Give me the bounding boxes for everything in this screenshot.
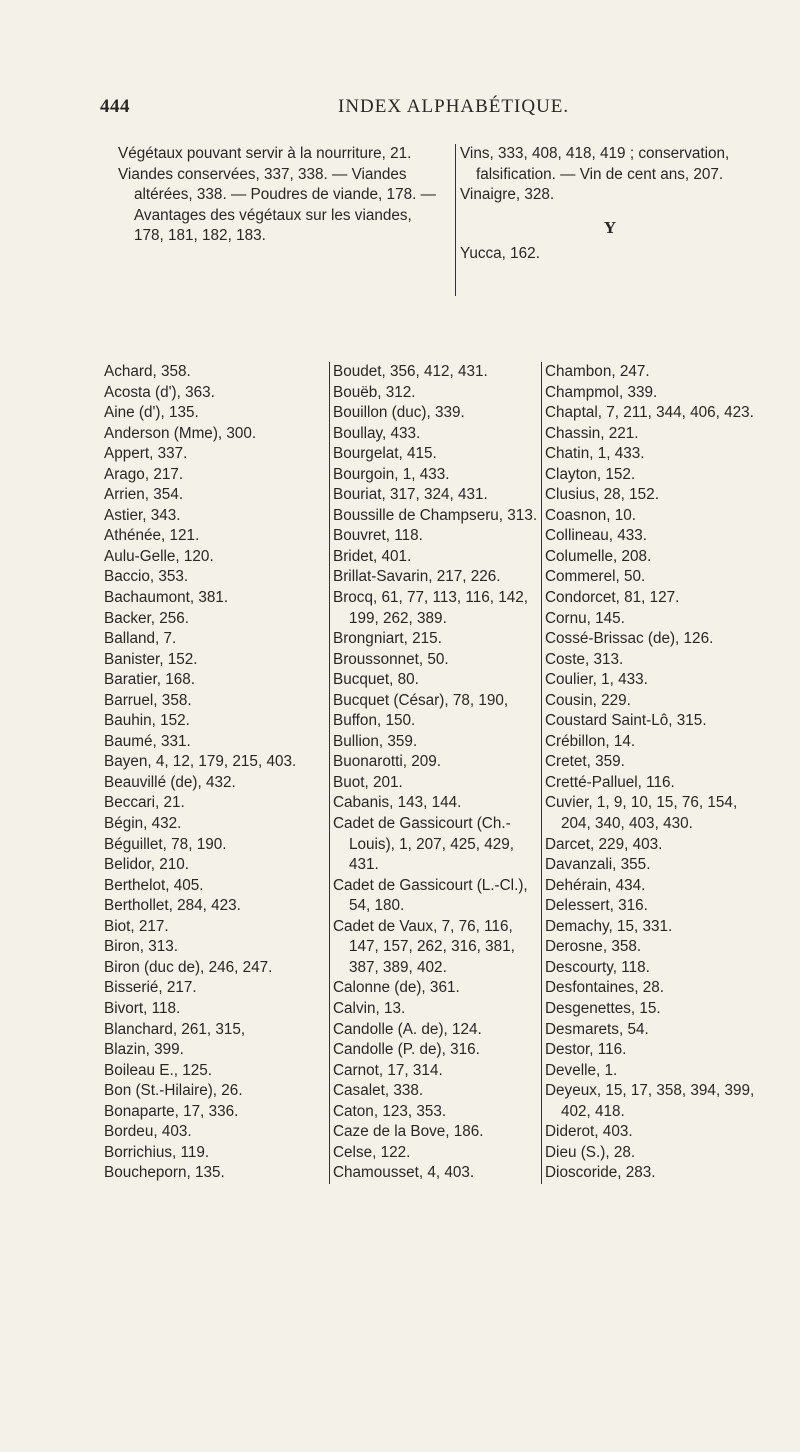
index-entry: Collineau, 433.: [545, 527, 648, 545]
index-entry: Biot, 217.: [104, 917, 169, 935]
index-entry: Chassin, 221.: [545, 424, 639, 442]
index-entry: Delessert, 316.: [545, 897, 648, 915]
index-entry: Brillat-Savarin, 217, 226.: [333, 568, 501, 586]
index-entry: Deyeux, 15, 17, 358, 394, 399, 402, 418.: [545, 1082, 755, 1120]
index-entry: Cadet de Gassicourt (Ch.-Louis), 1, 207, 425, 429, 431.: [333, 815, 514, 874]
top-left-column: [118, 144, 444, 247]
index-entry: Blazin, 399.: [104, 1041, 184, 1059]
index-entry: Bauhin, 152.: [104, 712, 190, 730]
index-entry: Vins, 333, 408, 418, 419 ; conservation, falsification. — Vin de cent ans, 207.: [460, 145, 730, 183]
index-entry: Anderson (Mme), 300.: [104, 424, 257, 442]
index-entry: Astier, 343.: [104, 506, 181, 524]
index-entry: Coulier, 1, 433.: [545, 671, 648, 689]
index-entry: Chaptal, 7, 211, 344, 406, 423.: [545, 404, 754, 422]
index-entry: Chamousset, 4, 403.: [333, 1164, 475, 1182]
top-right-column: [455, 144, 760, 296]
index-entry: Boussille de Champseru, 313.: [333, 506, 538, 524]
index-entry: Berthelot, 405.: [104, 876, 204, 894]
index-entry: Belidor, 210.: [104, 856, 190, 874]
index-entry: Cadet de Vaux, 7, 76, 116, 147, 157, 262, 316, 381, 387, 389, 402.: [333, 917, 515, 976]
index-entry: Chatin, 1, 433.: [545, 445, 645, 463]
index-entry: Athénée, 121.: [104, 527, 200, 545]
index-entry: Bourgoin, 1, 433.: [333, 465, 450, 483]
running-head: INDEX ALPHABÉTIQUE.: [338, 96, 570, 117]
index-entry: Desmarets, 54.: [545, 1020, 649, 1038]
index-entry: Buonarotti, 209.: [333, 753, 442, 771]
index-entry: Aine (d'), 135.: [104, 404, 199, 422]
index-entry: Caze de la Bove, 186.: [333, 1123, 484, 1141]
index-entry: Darcet, 229, 403.: [545, 835, 663, 853]
index-entry: Broussonnet, 50.: [333, 650, 449, 668]
index-entry: Bucquet, 80.: [333, 671, 419, 689]
index-entry: Bayen, 4, 12, 179, 215, 403.: [104, 753, 297, 771]
index-entry: Bisserié, 217.: [104, 979, 197, 997]
index-column-2: [329, 362, 542, 1184]
index-entry: Baumé, 331.: [104, 732, 191, 750]
index-entry: Yucca, 162.: [460, 245, 540, 263]
index-entry: Caton, 123, 353.: [333, 1102, 447, 1120]
index-entry: Buot, 201.: [333, 773, 403, 791]
index-entry: Celse, 122.: [333, 1143, 411, 1161]
index-entry: Bouillon (duc), 339.: [333, 404, 465, 422]
page-number: 444: [100, 96, 130, 117]
index-entry: Descourty, 118.: [545, 958, 650, 976]
index-entry: Calvin, 13.: [333, 999, 406, 1017]
index-entry: Coste, 313.: [545, 650, 624, 668]
index-entry: Develle, 1.: [545, 1061, 618, 1079]
index-entry: Achard, 358.: [104, 363, 191, 380]
index-entry: Bourgelat, 415.: [333, 445, 437, 463]
index-entry: Boudet, 356, 412, 431.: [333, 363, 488, 380]
index-entry: Bouëb, 312.: [333, 383, 416, 401]
index-entry: Commerel, 50.: [545, 568, 646, 586]
index-column-3: [541, 362, 770, 1184]
index-entry: Vinaigre, 328.: [460, 186, 555, 204]
index-entry: Davanzali, 355.: [545, 856, 651, 874]
index-entry: Cornu, 145.: [545, 609, 625, 627]
index-entry: Calonne (de), 361.: [333, 979, 460, 997]
index-entry: Appert, 337.: [104, 445, 188, 463]
index-entry: Dehérain, 434.: [545, 876, 646, 894]
index-entry: Candolle (A. de), 124.: [333, 1020, 482, 1038]
index-entry: Desfontaines, 28.: [545, 979, 665, 997]
index-entry: Baratier, 168.: [104, 671, 195, 689]
index-entry: Bullion, 359.: [333, 732, 418, 750]
index-entry: Bouvret, 118.: [333, 527, 423, 545]
index-entry: Destor, 116.: [545, 1041, 627, 1059]
index-entry: Condorcet, 81, 127.: [545, 589, 680, 607]
index-entry: Beauvillé (de), 432.: [104, 773, 236, 791]
index-entry: Bucquet (César), 78, 190,: [333, 691, 509, 709]
index-entry: Clayton, 152.: [545, 465, 636, 483]
index-entry: Buffon, 150.: [333, 712, 416, 730]
index-entry: Bon (St.-Hilaire), 26.: [104, 1082, 243, 1100]
index-entry: Blanchard, 261, 315,: [104, 1020, 246, 1038]
index-entry: Columelle, 208.: [545, 547, 652, 565]
index-entry: Boucheporn, 135.: [104, 1164, 225, 1182]
index-entry: Arrien, 354.: [104, 486, 184, 504]
index-entry: Acosta (d'), 363.: [104, 383, 215, 401]
index-entry: Brongniart, 215.: [333, 630, 442, 648]
index-entry: Arago, 217.: [104, 465, 184, 483]
index-entry: Dioscoride, 283.: [545, 1164, 656, 1182]
index-entry: Champmol, 339.: [545, 383, 658, 401]
index-entry: Coustard Saint-Lô, 315.: [545, 712, 707, 730]
index-column-1: [104, 362, 329, 1184]
index-entry: Bachaumont, 381.: [104, 589, 229, 607]
index-entry: Cossé-Brissac (de), 126.: [545, 630, 714, 648]
index-entry: Banister, 152.: [104, 650, 198, 668]
index-entry: Bonaparte, 17, 336.: [104, 1102, 239, 1120]
index-entry: Baccio, 353.: [104, 568, 189, 586]
index-entry: Cretet, 359.: [545, 753, 625, 771]
index-entry: Candolle (P. de), 316.: [333, 1041, 480, 1059]
index-entry: Cuvier, 1, 9, 10, 15, 76, 154, 204, 340, 403, 430.: [545, 794, 738, 833]
index-entry: Coasnon, 10.: [545, 506, 636, 524]
index-entry: Chambon, 247.: [545, 363, 650, 380]
index-entry: Biron (duc de), 246, 247.: [104, 958, 273, 976]
index-entry: Demachy, 15, 331.: [545, 917, 673, 935]
index-entry: Bégin, 432.: [104, 815, 182, 833]
index-entry: Cadet de Gassicourt (L.-Cl.), 54, 180.: [333, 876, 528, 915]
index-entry: Bouriat, 317, 324, 431.: [333, 486, 488, 504]
index-entry: Brocq, 61, 77, 113, 116, 142, 199, 262, 389.: [333, 589, 529, 627]
index-entry: Casalet, 338.: [333, 1082, 424, 1100]
index-entry: Diderot, 403.: [545, 1123, 633, 1141]
index-entry: Dieu (S.), 28.: [545, 1143, 636, 1161]
index-entry: Bivort, 118.: [104, 999, 181, 1017]
index-entry: Carnot, 17, 314.: [333, 1061, 443, 1079]
index-entry: Bordeu, 403.: [104, 1123, 192, 1141]
index-entry: Barruel, 358.: [104, 691, 192, 709]
index-entry: Viandes conservées, 337, 338. — Viandes altérées, 338. — Poudres de viande, 178. — Avantages des végétaux sur les viandes, 178, 181, 182, 183.: [118, 165, 436, 245]
index-entry: Boullay, 433.: [333, 424, 421, 442]
index-entry: Derosne, 358.: [545, 938, 642, 956]
index-entry: Bridet, 401.: [333, 547, 412, 565]
index-entry: Borrichius, 119.: [104, 1143, 210, 1161]
index-entry: Boileau E., 125.: [104, 1061, 213, 1079]
index-entry: Backer, 256.: [104, 609, 190, 627]
index-entry: Béguillet, 78, 190.: [104, 835, 227, 853]
index-entry: Cousin, 229.: [545, 691, 631, 709]
index-entry: Clusius, 28, 152.: [545, 486, 659, 504]
index-entry: Biron, 313.: [104, 938, 178, 956]
index-entry: Beccari, 21.: [104, 794, 185, 812]
index-entry: Berthollet, 284, 423.: [104, 897, 241, 915]
index-entry: Desgenettes, 15.: [545, 999, 661, 1017]
index-entry: Aulu-Gelle, 120.: [104, 547, 214, 565]
index-entry: Cretté-Palluel, 116.: [545, 773, 675, 791]
section-letter-heading: Y: [603, 217, 617, 237]
index-entry: Crébillon, 14.: [545, 732, 636, 750]
index-entry: Cabanis, 143, 144.: [333, 794, 462, 812]
index-entry: Balland, 7.: [104, 630, 177, 648]
index-entry: Végétaux pouvant servir à la nourriture, 21.: [118, 145, 412, 162]
